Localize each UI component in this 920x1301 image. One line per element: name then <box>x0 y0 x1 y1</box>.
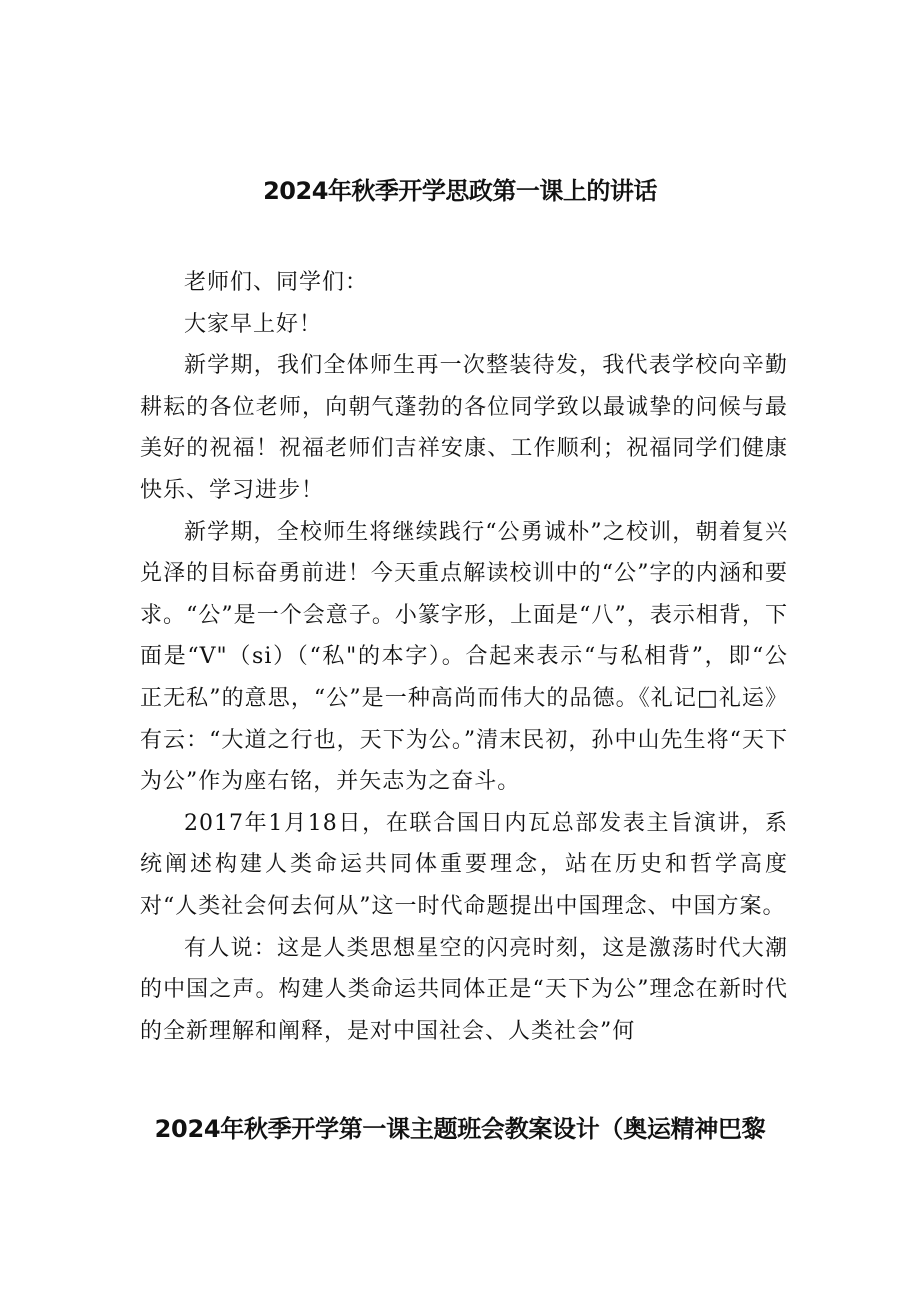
document-title: 2024年秋季开学思政第一课上的讲话 <box>263 177 657 205</box>
next-document-title: 2024年秋季开学第一课主题班会教案设计（奥运精神巴黎 <box>154 1115 766 1143</box>
paragraph: 2017年1月18日，在联合国日内瓦总部发表主旨演讲，系统阐述构建人类命运共同体重要理念，站在历史和哲学高度对“人类社会何去何从”这一时代命题提出中国理念、中国方案。 <box>140 810 788 919</box>
paragraph: 新学期，我们全体师生再一次整装待发，我代表学校向辛勤耕耘的各位老师，向朝气蓬勃的各位同学致以最诚挚的问候与最美好的祝福！祝福老师们吉祥安康、工作顺利；祝福同学们健康快乐、学习进步！ <box>140 353 788 503</box>
document-body <box>140 262 788 1052</box>
paragraph: 有人说：这是人类思想星空的闪亮时刻，这是激荡时代大潮的中国之声。构建人类命运共同体正是“天下为公”理念在新时代的全新理解和阐释，是对中国社会、人类社会”何 <box>140 935 788 1044</box>
paragraph: 新学期，全校师生将继续践行“公勇诚朴”之校训，朝着复兴兑泽的目标奋勇前进！今天重点解读校训中的“公”字的内涵和要求。“公”是一个会意子。小篆字形，上面是“八”，表示相背，下面是“V"（si）（“私"的本字）。合起来表示“与私相背”，即“公正无私”的意思，“公”是一种高尚而伟大的品德。《礼记□礼运》有云：“大道之行也，天下为公。”清末民初，孙中山先生将“天下为公”作为座右铭，并矢志为之奋斗。 <box>140 519 788 795</box>
greeting: 大家早上好！ <box>184 311 323 337</box>
salutation: 老师们、同学们： <box>184 270 369 295</box>
